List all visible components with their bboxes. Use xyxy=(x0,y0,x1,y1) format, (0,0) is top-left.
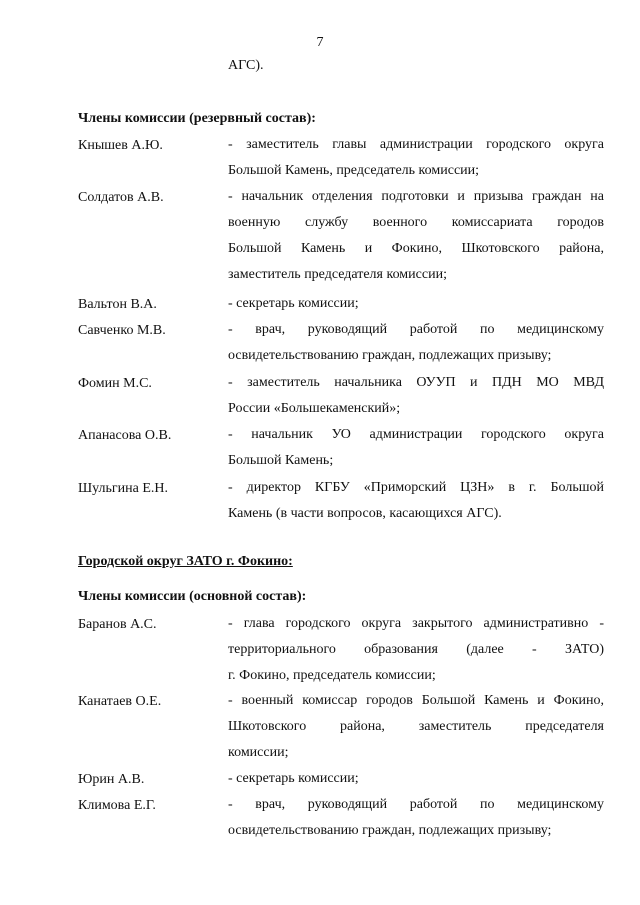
member-name: Шульгина Е.Н. xyxy=(78,481,168,496)
member-role xyxy=(228,792,604,844)
role-line: Большой Камень, председатель комиссии; xyxy=(228,163,480,178)
member-role xyxy=(228,475,604,527)
member-name: Савченко М.В. xyxy=(78,323,166,338)
role-line: - врач, руководящий работой по медицинскому xyxy=(228,322,604,337)
role-line: г. Фокино, председатель комиссии; xyxy=(228,668,436,683)
member-role xyxy=(228,370,604,422)
member-role xyxy=(228,132,604,184)
role-line: освидетельствованию граждан, подлежащих призыву; xyxy=(228,823,552,838)
member-role xyxy=(228,766,604,792)
role-line: - начальник УО администрации городского округа xyxy=(228,427,604,442)
role-line: Камень (в части вопросов, касающихся АГС). xyxy=(228,506,502,521)
member-role xyxy=(228,317,604,369)
role-line: заместитель председателя комиссии; xyxy=(228,267,447,282)
section1-heading: Члены комиссии (резервный состав): xyxy=(78,111,316,126)
member-role xyxy=(228,184,604,288)
section2-heading: Члены комиссии (основной состав): xyxy=(78,589,307,604)
member-name: Фомин М.С. xyxy=(78,376,152,391)
member-name: Вальтон В.А. xyxy=(78,297,157,312)
role-line: военную службу военного комиссариата городов xyxy=(228,215,604,230)
member-name: Юрин А.В. xyxy=(78,772,145,787)
member-role xyxy=(228,291,604,317)
role-line: - военный комиссар городов Большой Камень и Фокино, xyxy=(228,693,604,708)
role-line: Большой Камень; xyxy=(228,453,334,468)
member-role xyxy=(228,422,604,474)
role-line: территориального образования (далее - ЗАТО) xyxy=(228,642,604,657)
role-line: России «Большекаменский»; xyxy=(228,401,401,416)
role-line: - директор КГБУ «Приморский ЦЗН» в г. Большой xyxy=(228,480,604,495)
role-line: Большой Камень и Фокино, Шкотовского района, xyxy=(228,241,604,256)
role-line: - секретарь комиссии; xyxy=(228,296,359,311)
role-line: - заместитель главы администрации городского округа xyxy=(228,137,604,152)
role-line: освидетельствованию граждан, подлежащих призыву; xyxy=(228,348,552,363)
continuation-text: АГС). xyxy=(228,58,264,73)
district-heading: Городской округ ЗАТО г. Фокино: xyxy=(78,554,293,569)
member-role xyxy=(228,688,604,766)
role-line: - врач, руководящий работой по медицинскому xyxy=(228,797,604,812)
page-number: 7 xyxy=(316,35,324,50)
member-role xyxy=(228,611,604,689)
role-line: комиссии; xyxy=(228,745,289,760)
role-line: Шкотовского района, заместитель председателя xyxy=(228,719,604,734)
member-name: Климова Е.Г. xyxy=(78,798,156,813)
member-name: Апанасова О.В. xyxy=(78,428,172,443)
member-name: Солдатов А.В. xyxy=(78,190,164,205)
role-line: - заместитель начальника ОУУП и ПДН МО МВД xyxy=(228,375,604,390)
member-name: Баранов А.С. xyxy=(78,617,157,632)
role-line: - глава городского округа закрытого административно - xyxy=(228,616,604,631)
role-line: - секретарь комиссии; xyxy=(228,771,359,786)
member-name: Канатаев О.Е. xyxy=(78,694,162,709)
member-name: Кнышев А.Ю. xyxy=(78,138,163,153)
role-line: - начальник отделения подготовки и призыва граждан на xyxy=(228,189,604,204)
